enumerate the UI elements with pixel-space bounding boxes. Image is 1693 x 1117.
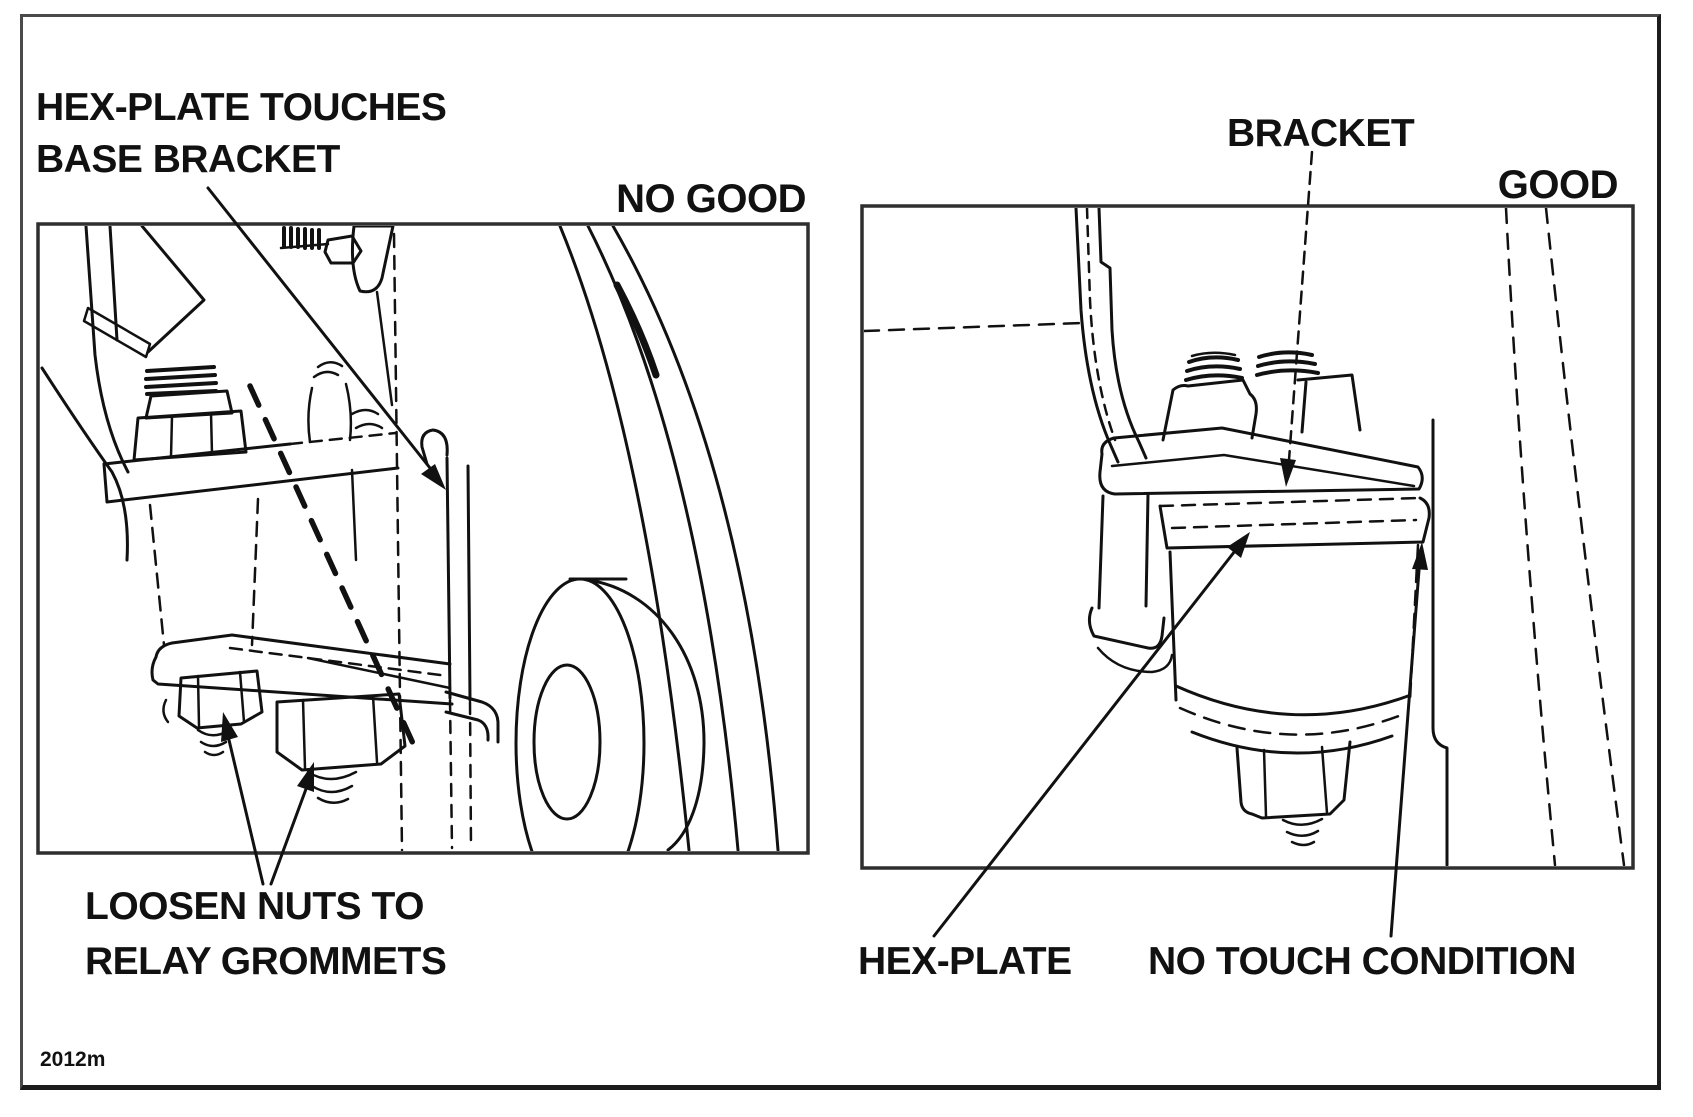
label-no-good: NO GOOD (616, 177, 806, 221)
relay-body (1170, 545, 1418, 845)
label-figure-code: 2012m (40, 1048, 106, 1071)
label-hex-plate: HEX-PLATE (858, 940, 1072, 983)
callout-arrowhead-icon (1280, 458, 1296, 487)
relay-studs (1163, 352, 1360, 440)
bracket-arrow (1280, 152, 1312, 487)
callout-arrowhead-icon (221, 712, 238, 742)
label-loosen-nuts-line1: LOOSEN NUTS TO (85, 885, 424, 928)
callout-arrowhead-icon (421, 464, 446, 490)
no-touch-arrow (1391, 542, 1428, 936)
relay-assembly-left (104, 362, 498, 848)
mounting-strap (1076, 208, 1146, 462)
label-good: GOOD (1497, 163, 1618, 207)
hex-plate-right (1160, 498, 1429, 548)
label-loosen-nuts-line2: RELAY GROMMETS (85, 940, 447, 983)
loosen-nuts-arrows (221, 712, 314, 884)
left-panel-art (42, 226, 778, 907)
label-hex-plate-touches-line1: HEX-PLATE TOUCHES (36, 86, 447, 129)
hex-plate-arrow (934, 532, 1250, 936)
top-stud (281, 226, 393, 405)
callout-arrowhead-icon (1412, 542, 1428, 570)
label-no-touch-condition: NO TOUCH CONDITION (1148, 940, 1576, 983)
label-bracket: BRACKET (1227, 112, 1415, 155)
fender-lines (560, 226, 778, 850)
bracket-plate (1100, 428, 1422, 494)
label-hex-plate-touches-line2: BASE BRACKET (36, 138, 340, 181)
